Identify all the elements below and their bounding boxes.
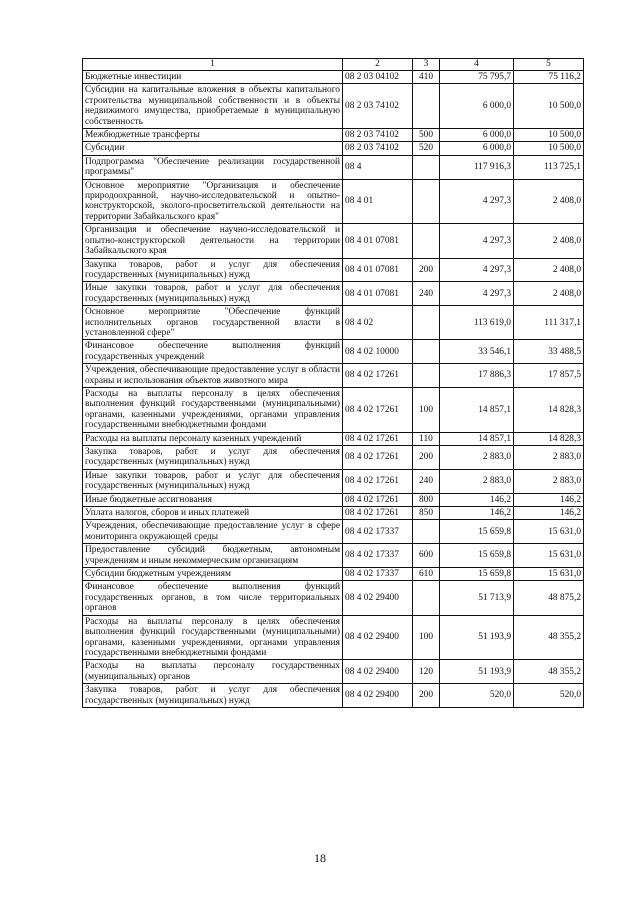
row-amount-1-cell: 146,2 xyxy=(440,493,514,506)
row-amount-2-cell: 10 500,0 xyxy=(514,142,584,155)
column-header-expense-type: 3 xyxy=(413,59,440,71)
row-code-cell: 08 4 02 29400 xyxy=(343,660,413,684)
row-amount-1-cell: 51 193,9 xyxy=(440,660,514,684)
table-row xyxy=(83,306,584,340)
row-expense-type-cell xyxy=(413,224,440,258)
row-name-cell: Расходы на выплаты персоналу в целях обеспечения выполнения функций государственными (муниципальными) органами, казенными учреждениями, органами управления государственными внебюджетными фондами xyxy=(83,387,343,432)
table-row xyxy=(83,544,584,568)
table-row xyxy=(83,258,584,282)
table-body xyxy=(83,71,584,708)
row-name-cell: Субсидии бюджетным учреждениям xyxy=(83,568,343,581)
row-amount-2-cell: 14 828,3 xyxy=(514,387,584,432)
row-expense-type-cell: 200 xyxy=(413,446,440,470)
table-row xyxy=(83,660,584,684)
table-row xyxy=(83,387,584,432)
column-header-amount-1: 4 xyxy=(440,59,514,71)
column-header-code: 2 xyxy=(343,59,413,71)
row-name-cell: Финансовое обеспечение выполнения функций государственных учреждений xyxy=(83,340,343,364)
row-amount-1-cell: 33 546,1 xyxy=(440,340,514,364)
row-code-cell: 08 4 02 17261 xyxy=(343,493,413,506)
table-row xyxy=(83,129,584,142)
table-row xyxy=(83,520,584,544)
row-code-cell: 08 4 02 17261 xyxy=(343,469,413,493)
row-amount-2-cell: 48 875,2 xyxy=(514,581,584,615)
table-row xyxy=(83,446,584,470)
row-amount-1-cell: 4 297,3 xyxy=(440,258,514,282)
row-amount-2-cell: 2 408,0 xyxy=(514,224,584,258)
row-amount-1-cell: 117 916,3 xyxy=(440,155,514,179)
row-expense-type-cell: 240 xyxy=(413,469,440,493)
row-expense-type-cell xyxy=(413,520,440,544)
row-amount-1-cell: 6 000,0 xyxy=(440,142,514,155)
table-row xyxy=(83,155,584,179)
row-amount-1-cell: 17 886,3 xyxy=(440,364,514,388)
row-name-cell: Учреждения, обеспечивающие предоставление услуг в сфере мониторинга окружающей среды xyxy=(83,520,343,544)
row-expense-type-cell: 850 xyxy=(413,507,440,520)
row-amount-1-cell: 75 795,7 xyxy=(440,71,514,84)
row-name-cell: Расходы на выплаты персоналу казенных учреждений xyxy=(83,432,343,445)
row-code-cell: 08 2 03 74102 xyxy=(343,84,413,129)
row-amount-1-cell: 6 000,0 xyxy=(440,129,514,142)
row-expense-type-cell: 200 xyxy=(413,684,440,708)
row-code-cell: 08 2 03 74102 xyxy=(343,129,413,142)
row-expense-type-cell: 800 xyxy=(413,493,440,506)
row-name-cell: Бюджетные инвестиции xyxy=(83,71,343,84)
row-expense-type-cell xyxy=(413,364,440,388)
row-amount-1-cell: 51 713,9 xyxy=(440,581,514,615)
row-name-cell: Межбюджетные трансферты xyxy=(83,129,343,142)
table-row xyxy=(83,684,584,708)
row-name-cell: Закупка товаров, работ и услуг для обеспечения государственных (муниципальных) нужд xyxy=(83,684,343,708)
row-amount-2-cell: 146,2 xyxy=(514,507,584,520)
row-amount-2-cell: 2 408,0 xyxy=(514,282,584,306)
row-amount-1-cell: 14 857,1 xyxy=(440,387,514,432)
row-name-cell: Основное мероприятие "Организация и обеспечение природоохранной, научно-исследовательской и опытно- конструкторской, эколого-просветительской деятельности на территории Забайкальского края" xyxy=(83,179,343,224)
row-name-cell: Иные закупки товаров, работ и услуг для обеспечения государственных (муниципальных) нужд xyxy=(83,282,343,306)
table-row xyxy=(83,282,584,306)
row-amount-1-cell: 15 659,8 xyxy=(440,568,514,581)
row-amount-1-cell: 15 659,8 xyxy=(440,544,514,568)
row-code-cell: 08 4 02 xyxy=(343,306,413,340)
table-row xyxy=(83,432,584,445)
column-header-name: 1 xyxy=(83,59,343,71)
row-name-cell: Иные бюджетные ассигнования xyxy=(83,493,343,506)
row-amount-2-cell: 2 883,0 xyxy=(514,446,584,470)
row-amount-2-cell: 48 355,2 xyxy=(514,615,584,660)
table-row xyxy=(83,142,584,155)
row-amount-2-cell: 113 725,1 xyxy=(514,155,584,179)
row-expense-type-cell: 410 xyxy=(413,71,440,84)
row-expense-type-cell: 610 xyxy=(413,568,440,581)
row-expense-type-cell: 600 xyxy=(413,544,440,568)
budget-table xyxy=(82,58,584,708)
row-name-cell: Расходы на выплаты персоналу в целях обеспечения выполнения функций государственными (муниципальными) органами, казенными учреждениями, органами управления государственными внебюджетными фондами xyxy=(83,615,343,660)
row-name-cell: Субсидии на капитальные вложения в объекты капитального строительства муниципальной собственности и в объекты недвижимого имущества, приобретаемые в муниципальную собственность xyxy=(83,84,343,129)
row-amount-2-cell: 10 500,0 xyxy=(514,129,584,142)
row-name-cell: Учреждения, обеспечивающие предоставление услуг в области охраны и использования объектов животного мира xyxy=(83,364,343,388)
row-code-cell: 08 4 02 17261 xyxy=(343,446,413,470)
row-amount-2-cell: 2 408,0 xyxy=(514,179,584,224)
row-amount-2-cell: 111 317,1 xyxy=(514,306,584,340)
row-amount-2-cell: 10 500,0 xyxy=(514,84,584,129)
row-name-cell: Основное мероприятие "Обеспечение функций исполнительных органов государственной власти в установленной сфере" xyxy=(83,306,343,340)
row-expense-type-cell xyxy=(413,306,440,340)
row-code-cell: 08 4 01 07081 xyxy=(343,282,413,306)
row-expense-type-cell: 100 xyxy=(413,387,440,432)
row-code-cell: 08 2 03 74102 xyxy=(343,142,413,155)
row-amount-2-cell: 48 355,2 xyxy=(514,660,584,684)
row-amount-1-cell: 2 883,0 xyxy=(440,469,514,493)
row-amount-1-cell: 2 883,0 xyxy=(440,446,514,470)
row-code-cell: 08 4 02 29400 xyxy=(343,684,413,708)
row-code-cell: 08 4 02 17261 xyxy=(343,507,413,520)
table-row xyxy=(83,84,584,129)
row-name-cell: Закупка товаров, работ и услуг для обеспечения государственных (муниципальных) нужд xyxy=(83,446,343,470)
row-amount-2-cell: 15 631,0 xyxy=(514,568,584,581)
row-amount-1-cell: 113 619,0 xyxy=(440,306,514,340)
row-code-cell: 08 2 03 04102 xyxy=(343,71,413,84)
table-row xyxy=(83,364,584,388)
row-amount-1-cell: 51 193,9 xyxy=(440,615,514,660)
table-row xyxy=(83,507,584,520)
row-code-cell: 08 4 02 17261 xyxy=(343,387,413,432)
row-code-cell: 08 4 02 17261 xyxy=(343,432,413,445)
page-number: 18 xyxy=(314,851,326,865)
row-expense-type-cell: 200 xyxy=(413,258,440,282)
row-code-cell: 08 4 02 29400 xyxy=(343,615,413,660)
table-row xyxy=(83,615,584,660)
row-code-cell: 08 4 02 17337 xyxy=(343,568,413,581)
table-row xyxy=(83,493,584,506)
row-code-cell: 08 4 01 07081 xyxy=(343,224,413,258)
row-amount-2-cell: 2 883,0 xyxy=(514,469,584,493)
row-amount-1-cell: 6 000,0 xyxy=(440,84,514,129)
row-name-cell: Финансовое обеспечение выполнения функций государственных органов, в том числе территориальных органов xyxy=(83,581,343,615)
row-expense-type-cell xyxy=(413,340,440,364)
row-code-cell: 08 4 01 xyxy=(343,179,413,224)
row-code-cell: 08 4 02 17337 xyxy=(343,544,413,568)
row-expense-type-cell xyxy=(413,84,440,129)
row-expense-type-cell: 120 xyxy=(413,660,440,684)
row-amount-2-cell: 2 408,0 xyxy=(514,258,584,282)
row-code-cell: 08 4 01 07081 xyxy=(343,258,413,282)
row-amount-2-cell: 146,2 xyxy=(514,493,584,506)
row-amount-2-cell: 33 488,5 xyxy=(514,340,584,364)
row-name-cell: Предоставление субсидий бюджетным, автономным учреждениям и иным некоммерческим организациям xyxy=(83,544,343,568)
table-row xyxy=(83,469,584,493)
row-expense-type-cell: 100 xyxy=(413,615,440,660)
column-header-amount-2: 5 xyxy=(514,59,584,71)
table-row xyxy=(83,224,584,258)
row-amount-2-cell: 75 116,2 xyxy=(514,71,584,84)
row-code-cell: 08 4 02 17261 xyxy=(343,364,413,388)
row-amount-1-cell: 4 297,3 xyxy=(440,224,514,258)
row-expense-type-cell xyxy=(413,155,440,179)
row-amount-2-cell: 17 857,5 xyxy=(514,364,584,388)
row-code-cell: 08 4 xyxy=(343,155,413,179)
table-row xyxy=(83,581,584,615)
row-amount-1-cell: 4 297,3 xyxy=(440,179,514,224)
row-code-cell: 08 4 02 17337 xyxy=(343,520,413,544)
row-amount-1-cell: 4 297,3 xyxy=(440,282,514,306)
table-row xyxy=(83,179,584,224)
row-amount-2-cell: 15 631,0 xyxy=(514,544,584,568)
row-amount-2-cell: 520,0 xyxy=(514,684,584,708)
row-expense-type-cell: 110 xyxy=(413,432,440,445)
row-name-cell: Уплата налогов, сборов и иных платежей xyxy=(83,507,343,520)
row-name-cell: Организация и обеспечение научно-исследовательской и опытно-конструкторской деятельности на территории Забайкальского края xyxy=(83,224,343,258)
row-amount-2-cell: 14 828,3 xyxy=(514,432,584,445)
row-expense-type-cell: 520 xyxy=(413,142,440,155)
row-name-cell: Закупка товаров, работ и услуг для обеспечения государственных (муниципальных) нужд xyxy=(83,258,343,282)
row-name-cell: Субсидии xyxy=(83,142,343,155)
row-amount-1-cell: 146,2 xyxy=(440,507,514,520)
row-expense-type-cell xyxy=(413,581,440,615)
row-name-cell: Расходы на выплаты персоналу государственных (муниципальных) органов xyxy=(83,660,343,684)
row-name-cell: Подпрограмма "Обеспечение реализации государственной программы" xyxy=(83,155,343,179)
table-row xyxy=(83,71,584,84)
row-expense-type-cell: 500 xyxy=(413,129,440,142)
row-code-cell: 08 4 02 29400 xyxy=(343,581,413,615)
row-expense-type-cell: 240 xyxy=(413,282,440,306)
table-row xyxy=(83,340,584,364)
table-row xyxy=(83,568,584,581)
row-amount-1-cell: 14 857,1 xyxy=(440,432,514,445)
row-amount-2-cell: 15 631,0 xyxy=(514,520,584,544)
row-expense-type-cell xyxy=(413,179,440,224)
row-amount-1-cell: 15 659,8 xyxy=(440,520,514,544)
header-row xyxy=(83,59,584,71)
row-name-cell: Иные закупки товаров, работ и услуг для обеспечения государственных (муниципальных) нужд xyxy=(83,469,343,493)
row-amount-1-cell: 520,0 xyxy=(440,684,514,708)
row-code-cell: 08 4 02 10000 xyxy=(343,340,413,364)
